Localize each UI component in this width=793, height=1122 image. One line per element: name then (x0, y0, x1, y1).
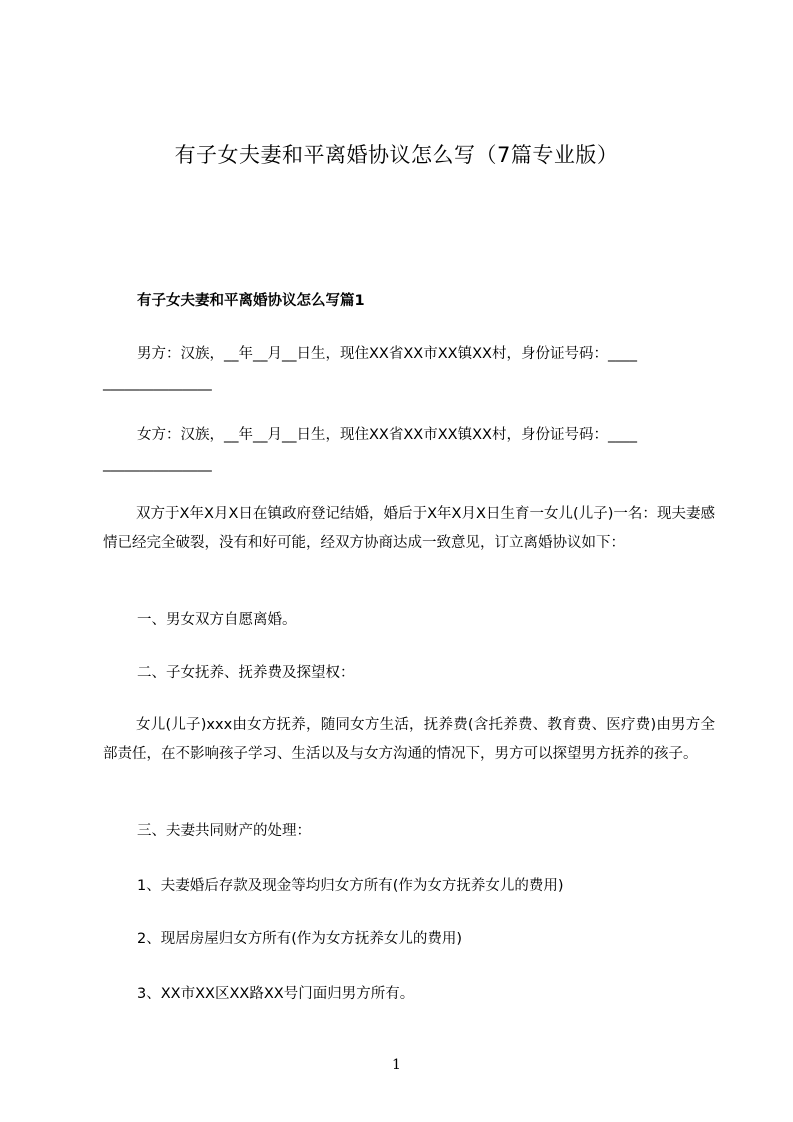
custody-paragraph: 女儿(儿子)xxx由女方抚养，随同女方生活，抚养费(含托养费、教育费、医疗费)由男方全部责任，在不影响孩子学习、生活以及与女方沟通的情况下，男方可以探望男方抚养的孩子。 (103, 717, 715, 762)
male-party-id-blank: _______________ (103, 375, 212, 391)
intro-paragraph: 双方于X年X月X日在镇政府登记结婚，婚后于X年X月X日生育一女儿(儿子)一名：现夫妻感情已经完全破裂，没有和好可能，经双方协商达成一致意见，订立离婚协议如下： (103, 506, 715, 551)
female-party-line: 女方：汉族，__年__月__日生，现住XX省XX市XX镇XX村，身份证号码：____ (137, 427, 637, 443)
clause-2: 二、子女抚养、抚养费及探望权： (137, 665, 355, 681)
clause-3: 三、夫妻共同财产的处理： (137, 823, 311, 839)
clause-1: 一、男女双方自愿离婚。 (137, 612, 297, 628)
property-item: 1、夫妻婚后存款及现金等均归女方所有(作为女方抚养女儿的费用) (137, 878, 564, 894)
document-title: 有子女夫妻和平离婚协议怎么写（7篇专业版） (174, 143, 619, 167)
property-item: 3、XX市XX区XX路XX号门面归男方所有。 (137, 986, 415, 1002)
property-item: 2、现居房屋归女方所有(作为女方抚养女儿的费用) (137, 931, 463, 947)
female-party-id-blank: _______________ (103, 456, 212, 472)
male-party-line: 男方：汉族，__年__月__日生，现住XX省XX市XX镇XX村，身份证号码：____ (137, 346, 637, 362)
section-heading: 有子女夫妻和平离婚协议怎么写篇1 (137, 293, 365, 309)
page-number: 1 (392, 1057, 401, 1073)
